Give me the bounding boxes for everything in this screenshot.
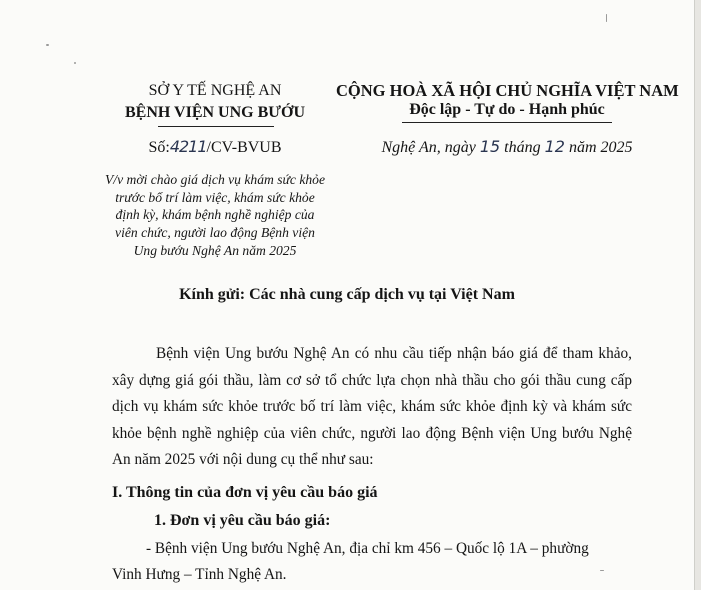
document-number-handwritten: 4211 <box>169 137 207 156</box>
scan-page-edge <box>694 0 701 590</box>
section-heading: I. Thông tin của đơn vị yêu cầu báo giá <box>112 484 378 501</box>
handwritten-month: 12 <box>544 137 565 156</box>
document-number-prefix: Số: <box>148 139 170 156</box>
scan-speck <box>606 14 607 22</box>
recipients-line: Kính gửi: Các nhà cung cấp dịch vụ tại Việt Nam <box>179 286 515 303</box>
intro-paragraph <box>112 341 632 474</box>
intro-text: Bệnh viện Ung bướu Nghệ An có nhu cầu tiếp nhận báo giá để tham khảo, xây dựng giá gói thầu, làm cơ sở tổ chức lựa chọn nhà thầu cho gói thầu cung cấp dịch vụ khám sức khỏe trước bố trí làm việc, khám sức khỏe định kỳ và khám sức khỏe bệnh nghề nghiệp của viên chức, người lao động Bệnh viện Ung bướu Nghệ An năm 2025 với nội dung cụ thể như sau: <box>112 345 632 469</box>
address-line-1: - Bệnh viện Ung bướu Nghệ An, địa chỉ km 456 – Quốc lộ 1A – phường <box>146 540 589 557</box>
year-label: năm 2025 <box>564 139 633 156</box>
month-label: tháng <box>500 139 545 156</box>
address-line-2: Vinh Hưng – Tỉnh Nghệ An. <box>112 566 287 583</box>
place-and-date <box>336 137 678 157</box>
handwritten-day: 15 <box>479 137 501 156</box>
scan-speck <box>46 44 49 46</box>
hospital-underline <box>158 126 274 127</box>
motto-underline <box>402 122 612 123</box>
document-subject: V/v mời chào giá dịch vụ khám sức khỏe trước bố trí làm việc, khám sức khỏe định kỳ, khám bệnh nghề nghiệp của viên chức, người lao động Bệnh viện Ung bướu Nghệ An năm 2025 <box>104 172 326 258</box>
scan-speck <box>600 570 604 571</box>
hospital-name: BỆNH VIỆN UNG BƯỚU <box>124 104 306 121</box>
national-title: CỘNG HOÀ XÃ HỘI CHỦ NGHĨA VIỆT NAM <box>336 81 679 100</box>
document-number <box>104 137 326 157</box>
department-name: SỞ Y TẾ NGHỆ AN <box>148 82 282 99</box>
document-number-suffix: /CV-BVUB <box>206 139 282 156</box>
scan-speck <box>74 62 76 64</box>
national-motto: Độc lập - Tự do - Hạnh phúc <box>409 101 605 118</box>
subsection-heading: 1. Đơn vị yêu cầu báo giá: <box>154 512 331 529</box>
place-date-prefix: Nghệ An, ngày <box>381 139 480 156</box>
